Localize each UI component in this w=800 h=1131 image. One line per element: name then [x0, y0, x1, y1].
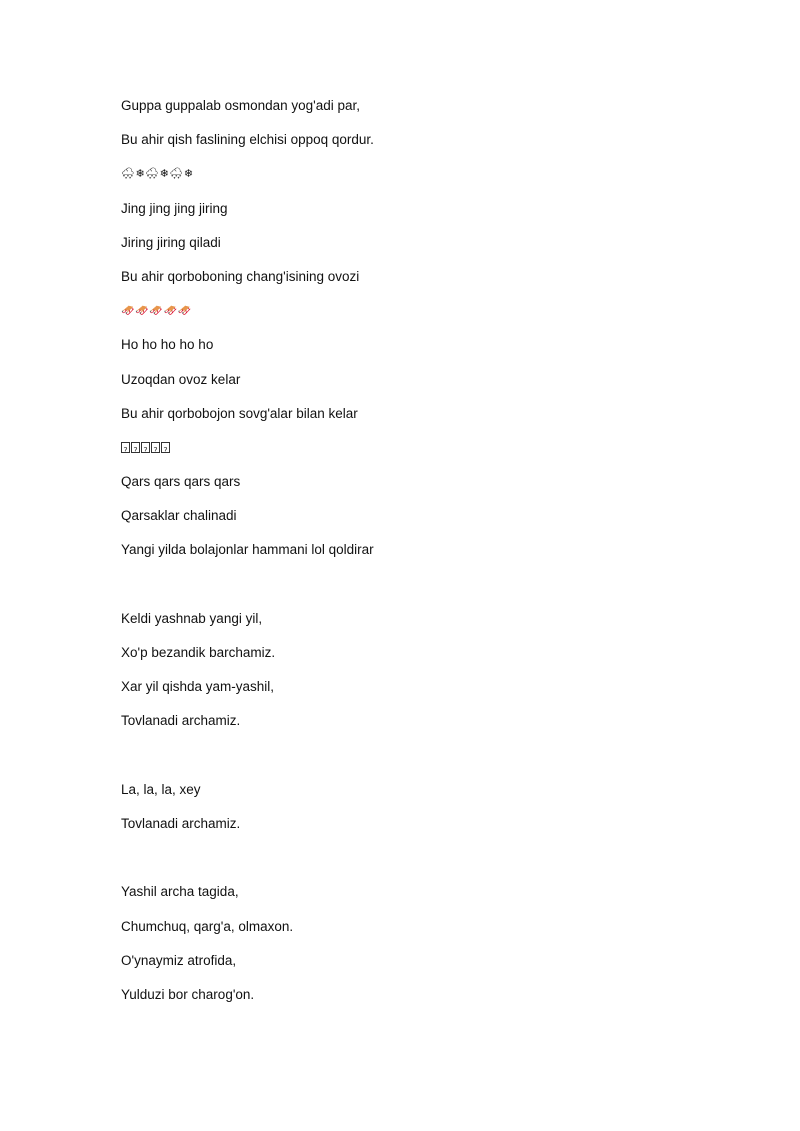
sled-emoji-line: 🛷🛷🛷🛷🛷	[121, 304, 192, 318]
missing-glyph-line	[121, 438, 721, 458]
poem-line: Tovlanadi archamiz.	[121, 713, 241, 729]
missing-glyph-box	[161, 442, 170, 453]
poem-line: Ho ho ho ho ho	[121, 337, 214, 353]
poem-line: La, la, la, xey	[121, 781, 201, 797]
poem-line: Yulduzi bor charog'on.	[121, 986, 255, 1002]
missing-glyph-boxes	[121, 438, 721, 458]
poem-line: Yangi yilda bolajonlar hammani lol qoldirar	[121, 542, 374, 558]
poem-line: Keldi yashnab yangi yil,	[121, 610, 263, 626]
missing-glyph-box	[131, 442, 140, 453]
poem-line: Yashil archa tagida,	[121, 884, 239, 900]
poem-line: O'ynaymiz atrofida,	[121, 952, 237, 968]
poem-line: Bu ahir qorboboning chang'isining ovozi	[121, 268, 360, 284]
poem-line: Bu ahir qish faslining elchisi oppoq qordur.	[121, 132, 374, 148]
poem-line: Jing jing jing jiring	[121, 200, 228, 216]
poem-body	[121, 96, 721, 1019]
poem-line: Xar yil qishda yam-yashil,	[121, 679, 275, 695]
missing-glyph-box	[121, 442, 130, 453]
poem-line: Qarsaklar chalinadi	[121, 508, 237, 524]
poem-line: Bu ahir qorbobojon sovg'alar bilan kelar	[121, 405, 358, 421]
poem-line: Jiring jiring qiladi	[121, 234, 221, 250]
missing-glyph-box	[141, 442, 150, 453]
stanza-gap	[121, 746, 721, 780]
poem-line: Uzoqdan ovoz kelar	[121, 371, 241, 387]
poem-line: Chumchuq, qarg'a, olmaxon.	[121, 918, 294, 934]
stanza-gap	[121, 575, 721, 609]
missing-glyph-box	[151, 442, 160, 453]
poem-line: Tovlanadi archamiz.	[121, 815, 241, 831]
stanza-gap	[121, 848, 721, 882]
poem-line: Qars qars qars qars	[121, 474, 241, 490]
poem-line: Guppa guppalab osmondan yog'adi par,	[121, 98, 361, 113]
poem-line: Xo'p bezandik barchamiz.	[121, 645, 276, 660]
snow-cloud-emoji-line: 🌨❄🌨❄🌨❄	[121, 167, 194, 181]
